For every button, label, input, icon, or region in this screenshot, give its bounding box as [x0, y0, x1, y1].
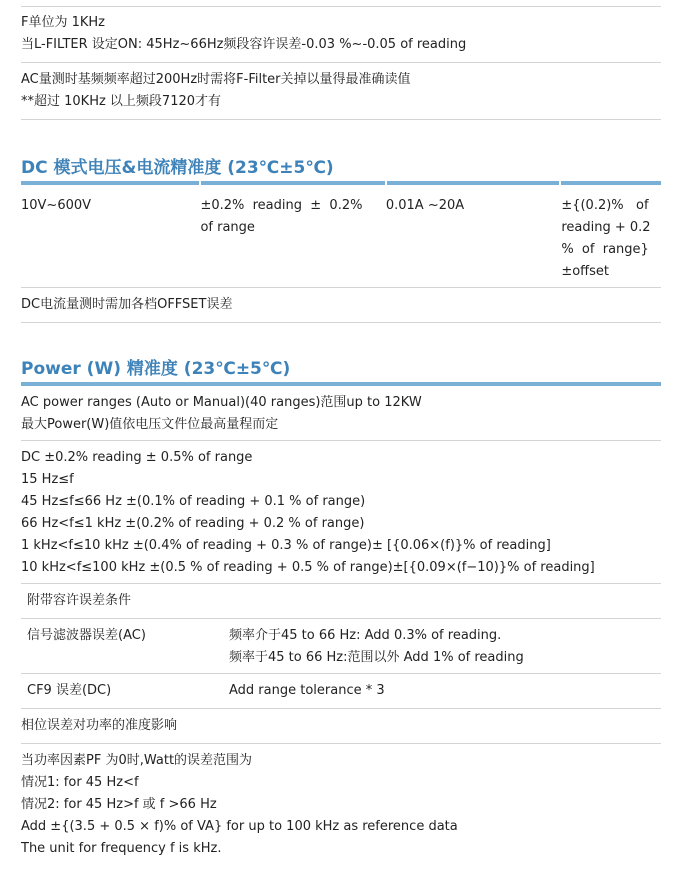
power-ranges-line: AC power ranges (Auto or Manual)(40 ranges)范围up to 12KW [21, 395, 422, 410]
current-accuracy-line: % of range} [561, 242, 649, 257]
accuracy-line: DC ±0.2% reading ± 0.5% of range [21, 450, 253, 465]
voltage-range: 10V~600V [21, 198, 92, 213]
phase-title: 相位误差对功率的准度影响 [21, 718, 178, 733]
filter-error-row [21, 619, 661, 673]
current-accuracy-line: reading + 0.2 [561, 220, 651, 235]
heading-underline [21, 181, 661, 185]
voltage-range-cell [21, 195, 196, 283]
cf9-value: Add range tolerance * 3 [229, 683, 385, 698]
current-range: 0.01A ~20A [385, 198, 465, 213]
conditions-title-block [21, 584, 661, 618]
cf9-row [21, 674, 661, 708]
power-section-title: Power (W) 精准度 (23℃±5℃) [21, 359, 291, 379]
range-note: **超过 10KHz 以上频段7120才有 [21, 94, 222, 109]
accuracy-line: 10 kHz<f≤100 kHz ±(0.5 % of reading + 0.5 % of range)±[{0.09×(f−10)}% of reading] [21, 560, 595, 575]
phase-line: 当功率因素PF 为0时,Watt的误差范围为 [21, 753, 253, 768]
accuracy-line: 15 Hz≤f [21, 472, 74, 487]
phase-title-block [21, 709, 661, 743]
phase-line: 情况1: for 45 Hz<f [21, 775, 139, 790]
filter-error-label: 信号滤波器误差(AC) [27, 628, 146, 643]
power-section-header [21, 357, 661, 386]
power-max-line: 最大Power(W)值依电压文件位最高量程而定 [21, 417, 279, 432]
dc-accuracy-table [21, 185, 661, 287]
current-accuracy-line: ±offset [561, 264, 609, 279]
voltage-accuracy-line: of range [200, 220, 255, 235]
accuracy-line: 1 kHz<f≤10 kHz ±(0.4% of reading + 0.3 % of range)± [{0.06×(f)}% of reading] [21, 538, 551, 553]
voltage-accuracy-cell [196, 195, 383, 283]
current-accuracy-cell [559, 195, 661, 283]
divider [21, 322, 661, 323]
conditions-title: 附带容许误差条件 [27, 593, 132, 608]
phase-details-block [21, 744, 661, 868]
dc-note-block [21, 288, 661, 322]
unit-note: F单位为 1KHz [21, 15, 106, 30]
current-accuracy-line: ±{(0.2)% of [561, 198, 649, 213]
measure-note: AC量测时基频频率超过200Hz时需将F-Filter关掉以量得最准确读值 [21, 72, 411, 87]
divider [21, 119, 661, 120]
spec-page [21, 0, 661, 868]
phase-line: The unit for frequency f is kHz. [21, 841, 222, 856]
power-range-block [21, 386, 661, 440]
cf9-label: CF9 误差(DC) [27, 683, 112, 698]
filter-note: 当L-FILTER 设定ON: 45Hz~66Hz频段容许误差-0.03 %~-0.05 of reading [21, 37, 467, 52]
accuracy-line: 45 Hz≤f≤66 Hz ±(0.1% of reading + 0.1 % of range) [21, 494, 366, 509]
filter-error-value: 频率于45 to 66 Hz:范围以外 Add 1% of reading [229, 650, 524, 665]
filter-error-value: 频率介于45 to 66 Hz: Add 0.3% of reading. [229, 628, 502, 643]
phase-line: 情况2: for 45 Hz>f 或 f >66 Hz [21, 797, 217, 812]
phase-line: Add ±{(3.5 + 0.5 × f)% of VA} for up to 100 kHz as reference data [21, 819, 458, 834]
dc-section-title: DC 模式电压&电流精准度 (23℃±5℃) [21, 158, 334, 178]
dc-offset-note: DC电流量测时需加各档OFFSET误差 [21, 297, 233, 312]
heading-underline [21, 382, 661, 386]
power-accuracy-block [21, 441, 661, 583]
ac-measure-block [21, 63, 661, 119]
accuracy-line: 66 Hz<f≤1 kHz ±(0.2% of reading + 0.2 % of range) [21, 516, 365, 531]
current-range-cell [384, 195, 559, 283]
dc-section-header [21, 156, 661, 185]
voltage-accuracy-line: ±0.2% reading ± 0.2% [200, 198, 363, 213]
ac-notes-block [21, 7, 661, 62]
